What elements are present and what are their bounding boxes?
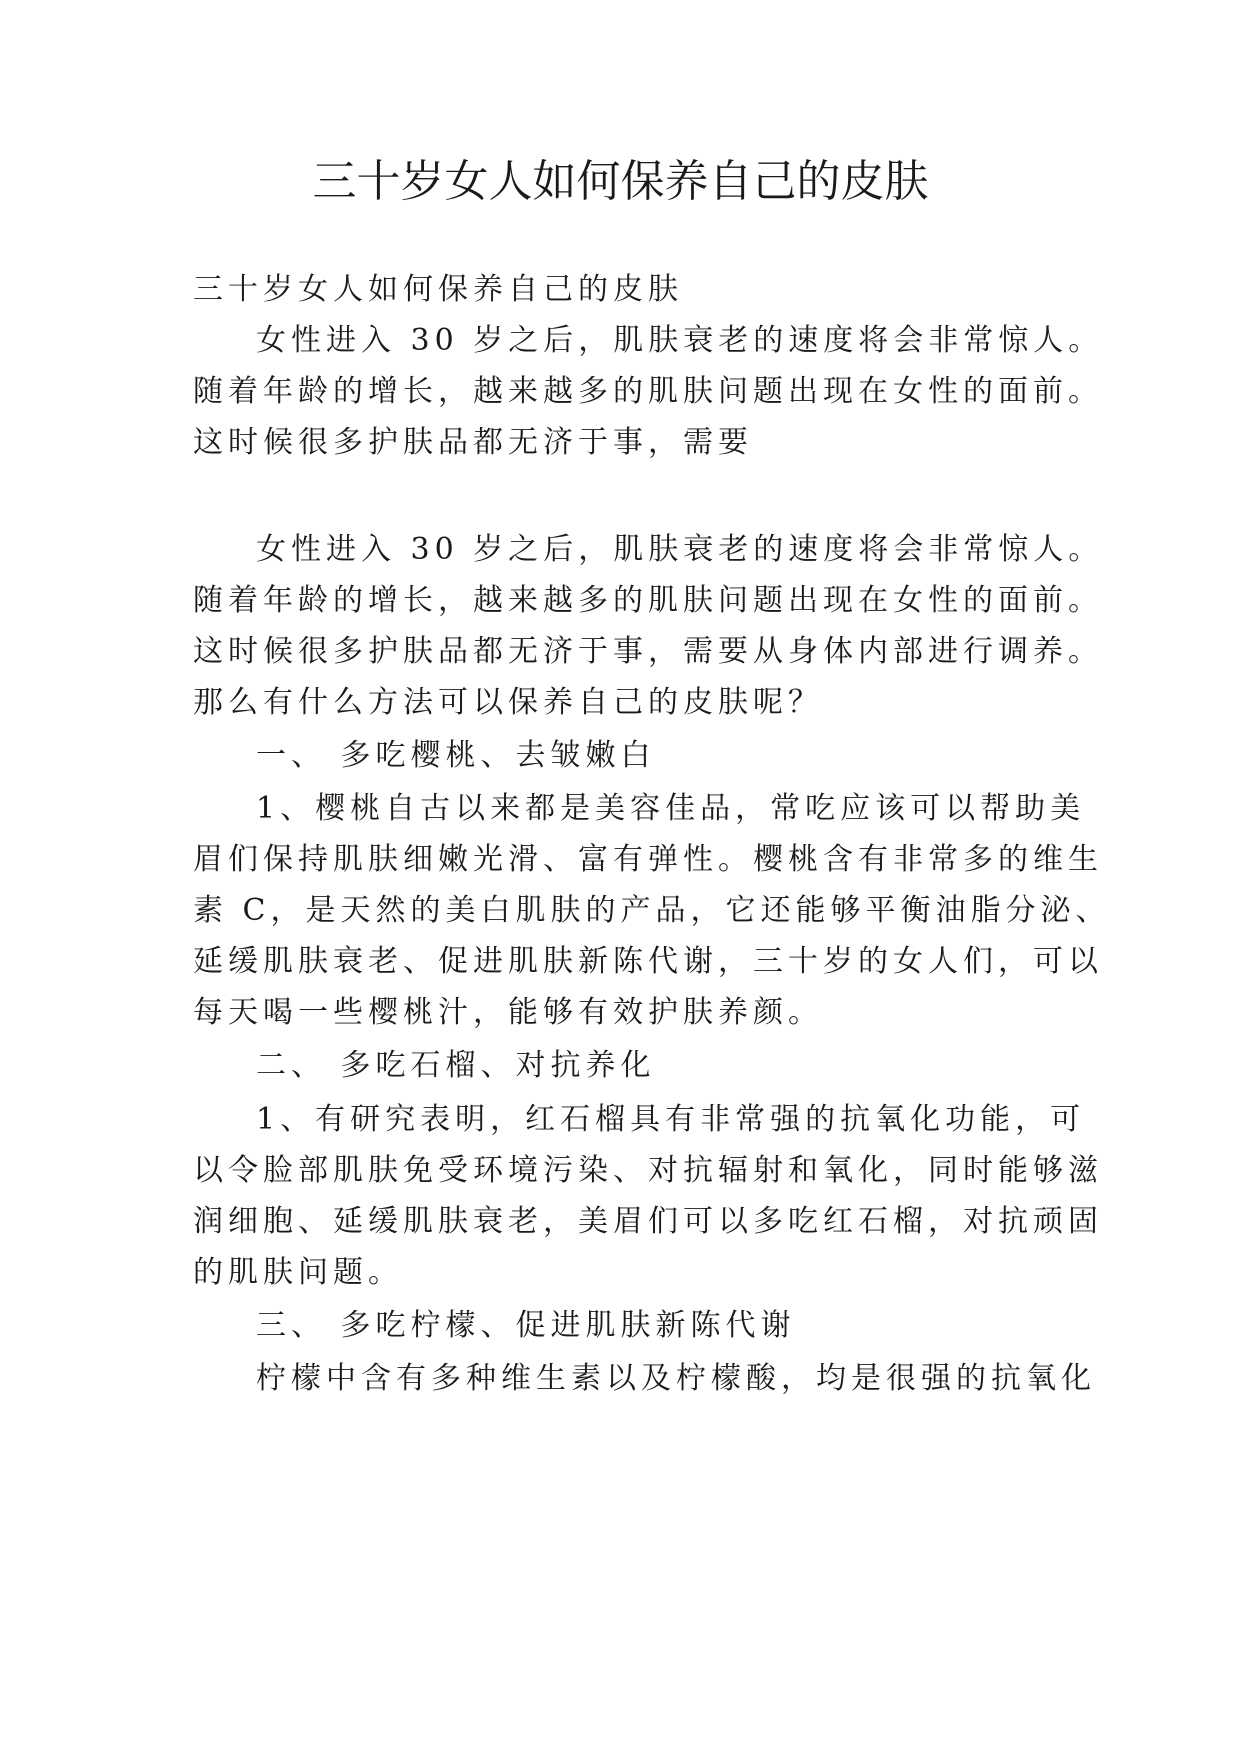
paragraph-line: 的肌肤问题。 — [193, 1255, 403, 1290]
paragraph-line: 那么有什么方法可以保养自己的皮肤呢？ — [193, 685, 823, 720]
paragraph-line: 女性进入 30 岁之后，肌肤衰老的速度将会非常惊人。 — [256, 532, 1104, 567]
paragraph-line: 眉们保持肌肤细嫩光滑、富有弹性。樱桃含有非常多的维生 — [193, 842, 1103, 877]
paragraph-line: 柠檬中含有多种维生素以及柠檬酸，均是很强的抗氧化 — [256, 1361, 1096, 1396]
paragraph-line: 1、樱桃自古以来都是美容佳品，常吃应该可以帮助美 — [256, 791, 1086, 826]
section-heading: 二、 多吃石榴、对抗养化 — [256, 1048, 656, 1083]
paragraph-line: 随着年龄的增长，越来越多的肌肤问题出现在女性的面前。 — [193, 583, 1103, 618]
paragraph-line: 每天喝一些樱桃汁，能够有效护肤养颜。 — [193, 995, 823, 1030]
paragraph-line: 润细胞、延缓肌肤衰老，美眉们可以多吃红石榴，对抗顽固 — [193, 1204, 1103, 1239]
paragraph-line: 1、有研究表明，红石榴具有非常强的抗氧化功能，可 — [256, 1102, 1086, 1137]
paragraph-line: 以令脸部肌肤免受环境污染、对抗辐射和氧化，同时能够滋 — [193, 1153, 1103, 1188]
document-title: 三十岁女人如何保养自己的皮肤 — [312, 156, 929, 207]
subtitle-line: 三十岁女人如何保养自己的皮肤 — [193, 272, 683, 307]
section-heading: 一、 多吃樱桃、去皱嫩白 — [256, 738, 656, 773]
paragraph-line: 素 C，是天然的美白肌肤的产品，它还能够平衡油脂分泌、 — [193, 893, 1111, 928]
paragraph-line: 这时候很多护肤品都无济于事，需要 — [193, 425, 753, 460]
paragraph-line: 随着年龄的增长，越来越多的肌肤问题出现在女性的面前。 — [193, 374, 1103, 409]
section-heading: 三、 多吃柠檬、促进肌肤新陈代谢 — [256, 1308, 796, 1343]
paragraph-line: 女性进入 30 岁之后，肌肤衰老的速度将会非常惊人。 — [256, 323, 1104, 358]
paragraph-line: 延缓肌肤衰老、促进肌肤新陈代谢，三十岁的女人们，可以 — [193, 944, 1103, 979]
paragraph-line: 这时候很多护肤品都无济于事，需要从身体内部进行调养。 — [193, 634, 1103, 669]
